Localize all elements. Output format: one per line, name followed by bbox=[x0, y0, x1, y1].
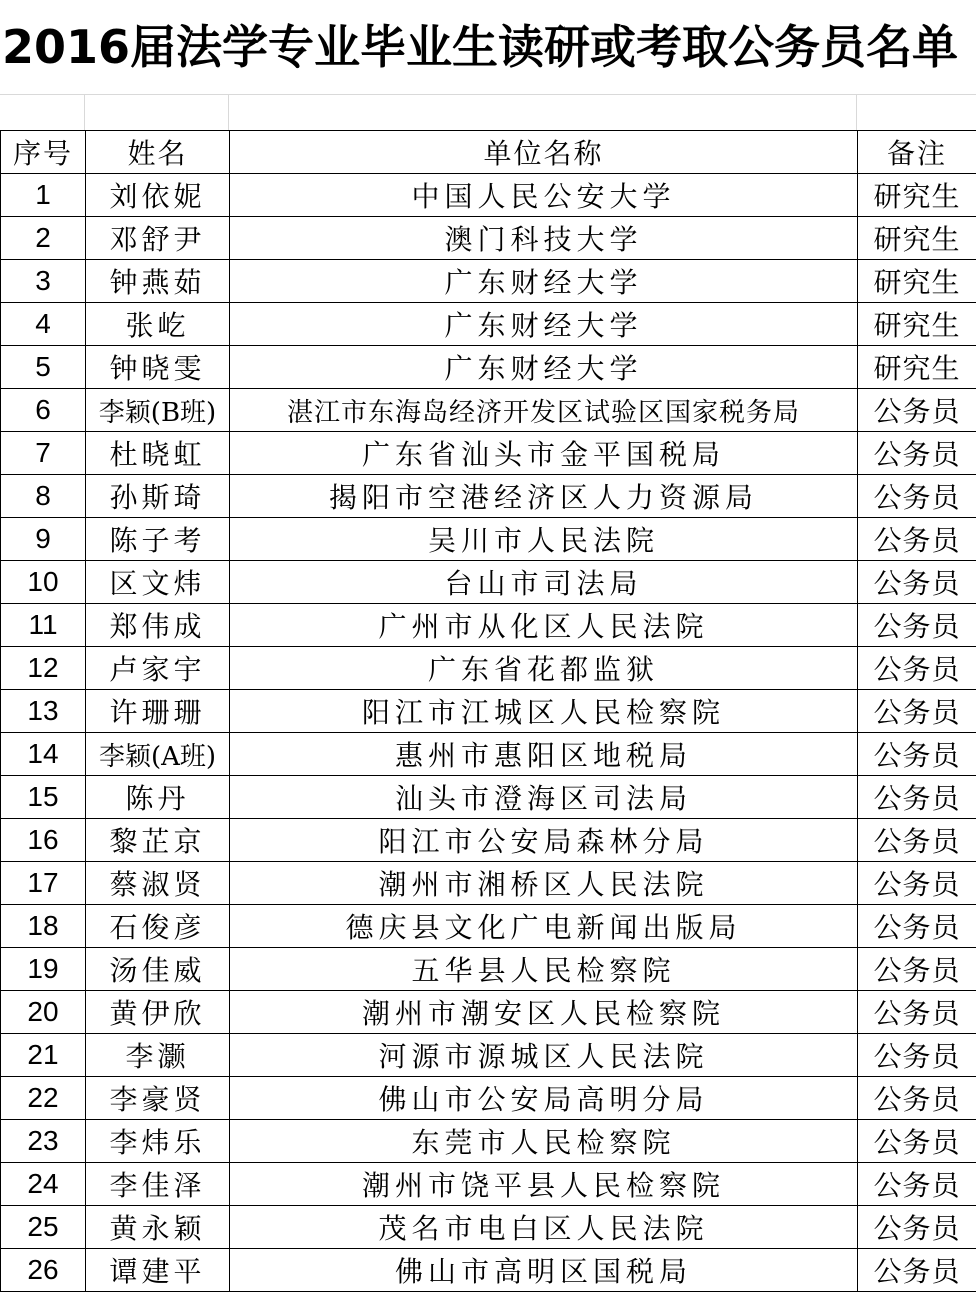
cell-seq[interactable]: 24 bbox=[1, 1163, 86, 1206]
table-row bbox=[1, 303, 976, 346]
table-row bbox=[1, 518, 976, 561]
page-title: 2016届法学专业毕业生读研或考取公务员名单 bbox=[2, 20, 959, 74]
cell-note[interactable]: 公务员 bbox=[858, 518, 976, 561]
cell-note[interactable]: 公务员 bbox=[858, 1163, 976, 1206]
cell-seq[interactable]: 9 bbox=[1, 518, 86, 561]
cell-seq[interactable]: 21 bbox=[1, 1034, 86, 1077]
cell-seq[interactable]: 26 bbox=[1, 1249, 86, 1292]
cell-note[interactable]: 公务员 bbox=[858, 776, 976, 819]
cell-unit[interactable]: 佛山市高明区国税局 bbox=[230, 1249, 858, 1292]
table-row bbox=[1, 819, 976, 862]
cell-note[interactable]: 公务员 bbox=[858, 432, 976, 475]
table-row bbox=[1, 776, 976, 819]
table-row bbox=[1, 604, 976, 647]
blank-spacer-row bbox=[0, 94, 976, 130]
cell-name[interactable]: 石俊彦 bbox=[86, 905, 230, 948]
cell-unit[interactable]: 中国人民公安大学 bbox=[230, 174, 858, 217]
cell-unit[interactable]: 吴川市人民法院 bbox=[230, 518, 858, 561]
table-row bbox=[1, 948, 976, 991]
cell-name[interactable]: 刘依妮 bbox=[86, 174, 230, 217]
cell-seq[interactable]: 3 bbox=[1, 260, 86, 303]
table-row bbox=[1, 991, 976, 1034]
cell-unit[interactable]: 茂名市电白区人民法院 bbox=[230, 1206, 858, 1249]
table-row bbox=[1, 260, 976, 303]
cell-note[interactable]: 公务员 bbox=[858, 733, 976, 776]
cell-unit[interactable]: 广东财经大学 bbox=[230, 303, 858, 346]
table-row bbox=[1, 475, 976, 518]
table-row bbox=[1, 389, 976, 432]
cell-note[interactable]: 研究生 bbox=[858, 303, 976, 346]
blank-cell[interactable] bbox=[229, 95, 857, 131]
cell-seq[interactable]: 14 bbox=[1, 733, 86, 776]
cell-seq[interactable]: 25 bbox=[1, 1206, 86, 1249]
blank-cell[interactable] bbox=[85, 95, 229, 131]
cell-seq[interactable]: 15 bbox=[1, 776, 86, 819]
cell-seq[interactable]: 22 bbox=[1, 1077, 86, 1120]
header-unit[interactable]: 单位名称 bbox=[230, 131, 858, 174]
blank-cell[interactable] bbox=[0, 95, 85, 131]
cell-seq[interactable]: 17 bbox=[1, 862, 86, 905]
cell-unit[interactable]: 澳门科技大学 bbox=[230, 217, 858, 260]
cell-note[interactable]: 公务员 bbox=[858, 1120, 976, 1163]
cell-unit[interactable]: 湛江市东海岛经济开发区试验区国家税务局 bbox=[230, 389, 858, 432]
header-name[interactable]: 姓名 bbox=[86, 131, 230, 174]
cell-unit[interactable]: 广东省花都监狱 bbox=[230, 647, 858, 690]
table-row bbox=[1, 174, 976, 217]
table-row bbox=[1, 561, 976, 604]
cell-seq[interactable]: 4 bbox=[1, 303, 86, 346]
cell-unit[interactable]: 阳江市江城区人民检察院 bbox=[230, 690, 858, 733]
cell-name[interactable]: 黎芷京 bbox=[86, 819, 230, 862]
table-row bbox=[1, 862, 976, 905]
cell-note[interactable]: 公务员 bbox=[858, 604, 976, 647]
header-seq[interactable]: 序号 bbox=[1, 131, 86, 174]
cell-name[interactable]: 黄永颖 bbox=[86, 1206, 230, 1249]
table-row bbox=[1, 432, 976, 475]
cell-note[interactable]: 公务员 bbox=[858, 1206, 976, 1249]
cell-seq[interactable]: 6 bbox=[1, 389, 86, 432]
cell-seq[interactable]: 20 bbox=[1, 991, 86, 1034]
cell-seq[interactable]: 8 bbox=[1, 475, 86, 518]
cell-note[interactable]: 研究生 bbox=[858, 217, 976, 260]
cell-note[interactable]: 公务员 bbox=[858, 905, 976, 948]
cell-seq[interactable]: 7 bbox=[1, 432, 86, 475]
cell-name[interactable]: 钟晓雯 bbox=[86, 346, 230, 389]
cell-note[interactable]: 公务员 bbox=[858, 948, 976, 991]
table-row bbox=[1, 905, 976, 948]
cell-name[interactable]: 钟燕茹 bbox=[86, 260, 230, 303]
cell-name[interactable]: 蔡淑贤 bbox=[86, 862, 230, 905]
cell-name[interactable]: 孙斯琦 bbox=[86, 475, 230, 518]
blank-cell[interactable] bbox=[857, 95, 976, 131]
cell-seq[interactable]: 23 bbox=[1, 1120, 86, 1163]
table-row bbox=[1, 1249, 976, 1292]
cell-unit[interactable]: 广东省汕头市金平国税局 bbox=[230, 432, 858, 475]
cell-name[interactable]: 许珊珊 bbox=[86, 690, 230, 733]
cell-seq[interactable]: 16 bbox=[1, 819, 86, 862]
cell-unit[interactable]: 潮州市饶平县人民检察院 bbox=[230, 1163, 858, 1206]
cell-name[interactable]: 郑伟成 bbox=[86, 604, 230, 647]
cell-unit[interactable]: 河源市源城区人民法院 bbox=[230, 1034, 858, 1077]
cell-note[interactable]: 公务员 bbox=[858, 991, 976, 1034]
cell-name[interactable]: 李颖(A班) bbox=[86, 733, 230, 776]
cell-name[interactable]: 区文炜 bbox=[86, 561, 230, 604]
cell-unit[interactable]: 揭阳市空港经济区人力资源局 bbox=[230, 475, 858, 518]
cell-name[interactable]: 李灏 bbox=[86, 1034, 230, 1077]
cell-unit[interactable]: 潮州市湘桥区人民法院 bbox=[230, 862, 858, 905]
table-row bbox=[1, 1034, 976, 1077]
cell-name[interactable]: 李豪贤 bbox=[86, 1077, 230, 1120]
cell-note[interactable]: 公务员 bbox=[858, 1077, 976, 1120]
table-row bbox=[1, 346, 976, 389]
cell-note[interactable]: 研究生 bbox=[858, 346, 976, 389]
cell-unit[interactable]: 广东财经大学 bbox=[230, 260, 858, 303]
cell-unit[interactable]: 惠州市惠阳区地税局 bbox=[230, 733, 858, 776]
cell-seq[interactable]: 5 bbox=[1, 346, 86, 389]
graduate-roster-table bbox=[0, 130, 976, 1292]
cell-name[interactable]: 杜晓虹 bbox=[86, 432, 230, 475]
table-row bbox=[1, 217, 976, 260]
cell-note[interactable]: 公务员 bbox=[858, 475, 976, 518]
cell-unit[interactable]: 五华县人民检察院 bbox=[230, 948, 858, 991]
cell-seq[interactable]: 1 bbox=[1, 174, 86, 217]
cell-note[interactable]: 研究生 bbox=[858, 174, 976, 217]
cell-note[interactable]: 公务员 bbox=[858, 389, 976, 432]
cell-unit[interactable]: 佛山市公安局高明分局 bbox=[230, 1077, 858, 1120]
table-body bbox=[1, 174, 976, 1292]
cell-seq[interactable]: 2 bbox=[1, 217, 86, 260]
cell-unit[interactable]: 广东财经大学 bbox=[230, 346, 858, 389]
table-row bbox=[1, 1120, 976, 1163]
cell-unit[interactable]: 阳江市公安局森林分局 bbox=[230, 819, 858, 862]
cell-name[interactable]: 汤佳威 bbox=[86, 948, 230, 991]
cell-unit[interactable]: 台山市司法局 bbox=[230, 561, 858, 604]
table-row bbox=[1, 1206, 976, 1249]
cell-name[interactable]: 黄伊欣 bbox=[86, 991, 230, 1034]
cell-seq[interactable]: 13 bbox=[1, 690, 86, 733]
cell-name[interactable]: 卢家宇 bbox=[86, 647, 230, 690]
cell-note[interactable]: 公务员 bbox=[858, 647, 976, 690]
cell-unit[interactable]: 德庆县文化广电新闻出版局 bbox=[230, 905, 858, 948]
cell-name[interactable]: 谭建平 bbox=[86, 1249, 230, 1292]
cell-unit[interactable]: 东莞市人民检察院 bbox=[230, 1120, 858, 1163]
cell-name[interactable]: 李佳泽 bbox=[86, 1163, 230, 1206]
cell-name[interactable]: 邓舒尹 bbox=[86, 217, 230, 260]
table-row bbox=[1, 1163, 976, 1206]
cell-unit[interactable]: 潮州市潮安区人民检察院 bbox=[230, 991, 858, 1034]
table-row bbox=[1, 647, 976, 690]
cell-unit[interactable]: 广州市从化区人民法院 bbox=[230, 604, 858, 647]
header-row bbox=[1, 131, 976, 174]
cell-seq[interactable]: 12 bbox=[1, 647, 86, 690]
cell-seq[interactable]: 18 bbox=[1, 905, 86, 948]
cell-name[interactable]: 陈丹 bbox=[86, 776, 230, 819]
cell-note[interactable]: 公务员 bbox=[858, 1034, 976, 1077]
cell-unit[interactable]: 汕头市澄海区司法局 bbox=[230, 776, 858, 819]
cell-note[interactable]: 公务员 bbox=[858, 561, 976, 604]
cell-note[interactable]: 公务员 bbox=[858, 862, 976, 905]
table-row bbox=[1, 1077, 976, 1120]
cell-name[interactable]: 张屹 bbox=[86, 303, 230, 346]
cell-note[interactable]: 研究生 bbox=[858, 260, 976, 303]
cell-seq[interactable]: 19 bbox=[1, 948, 86, 991]
cell-note[interactable]: 公务员 bbox=[858, 819, 976, 862]
cell-note[interactable]: 公务员 bbox=[858, 690, 976, 733]
cell-name[interactable]: 李颖(B班) bbox=[86, 389, 230, 432]
cell-seq[interactable]: 11 bbox=[1, 604, 86, 647]
table-row bbox=[1, 733, 976, 776]
cell-note[interactable]: 公务员 bbox=[858, 1249, 976, 1292]
cell-name[interactable]: 李炜乐 bbox=[86, 1120, 230, 1163]
header-note[interactable]: 备注 bbox=[858, 131, 976, 174]
cell-seq[interactable]: 10 bbox=[1, 561, 86, 604]
cell-name[interactable]: 陈子考 bbox=[86, 518, 230, 561]
table-row bbox=[1, 690, 976, 733]
